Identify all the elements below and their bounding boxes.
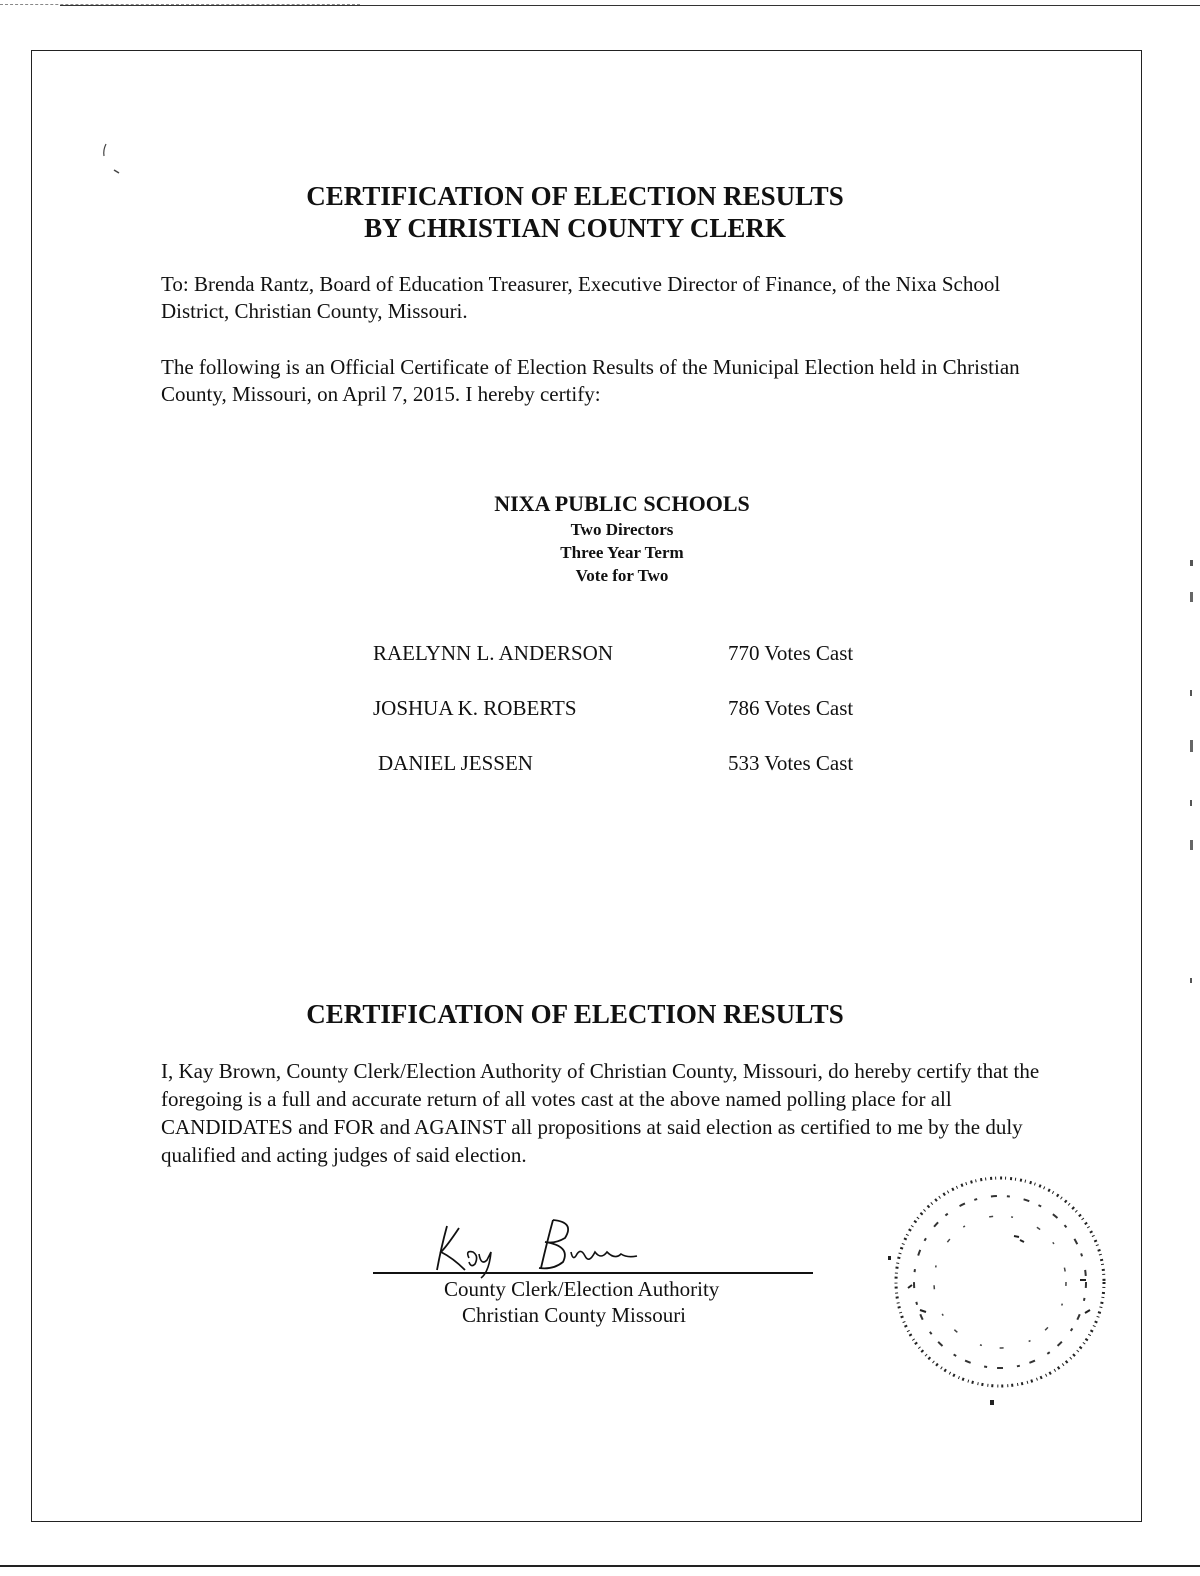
scan-bottom-rule [0, 1565, 1200, 1567]
scan-top-rule [60, 5, 1200, 6]
signer-county: Christian County Missouri [462, 1303, 687, 1327]
candidate-name: JOSHUA K. ROBERTS [373, 696, 577, 720]
document-title-line-2: BY CHRISTIAN COUNTY CLERK [364, 213, 786, 243]
candidate-votes: 533 Votes Cast [728, 751, 854, 775]
addressee-paragraph: To: Brenda Rantz, Board of Education Treasurer, Executive Director of Finance, of the Nixa School District, Christian County, Missouri. [161, 272, 1001, 323]
certification-section-title: CERTIFICATION OF ELECTION RESULTS [306, 999, 844, 1029]
race-name: NIXA PUBLIC SCHOOLS [494, 491, 750, 516]
county-seal-stamp [880, 1160, 1120, 1410]
candidate-name: RAELYNN L. ANDERSON [373, 641, 613, 665]
intro-paragraph: The following is an Official Certificate of Election Results of the Municipal Election held in Christian County, Missouri, on April 7, 2015. I hereby certify: [161, 355, 1020, 406]
race-vote-instruction: Vote for Two [575, 566, 669, 585]
document-title-line-1: CERTIFICATION OF ELECTION RESULTS [306, 181, 844, 211]
race-header [372, 490, 872, 587]
certification-paragraph: I, Kay Brown, County Clerk/Election Authority of Christian County, Missouri, do hereby certify that the foregoing is a full and accurate return of all votes cast at the above named polling place for all CANDIDATES and FOR and AGAINST all propositions at said election as certified to me by the duly qualified and acting judges of said election. [161, 1059, 1040, 1167]
stray-pen-mark [100, 142, 120, 178]
candidate-votes: 770 Votes Cast [728, 641, 854, 665]
candidate-name: DANIEL JESSEN [378, 751, 533, 775]
candidate-votes: 786 Votes Cast [728, 696, 854, 720]
signer-title: County Clerk/Election Authority [444, 1277, 720, 1301]
signature-line [373, 1272, 813, 1274]
scan-edge-marks [1184, 540, 1196, 1000]
race-seats: Two Directors [570, 520, 674, 539]
race-term: Three Year Term [560, 543, 684, 562]
